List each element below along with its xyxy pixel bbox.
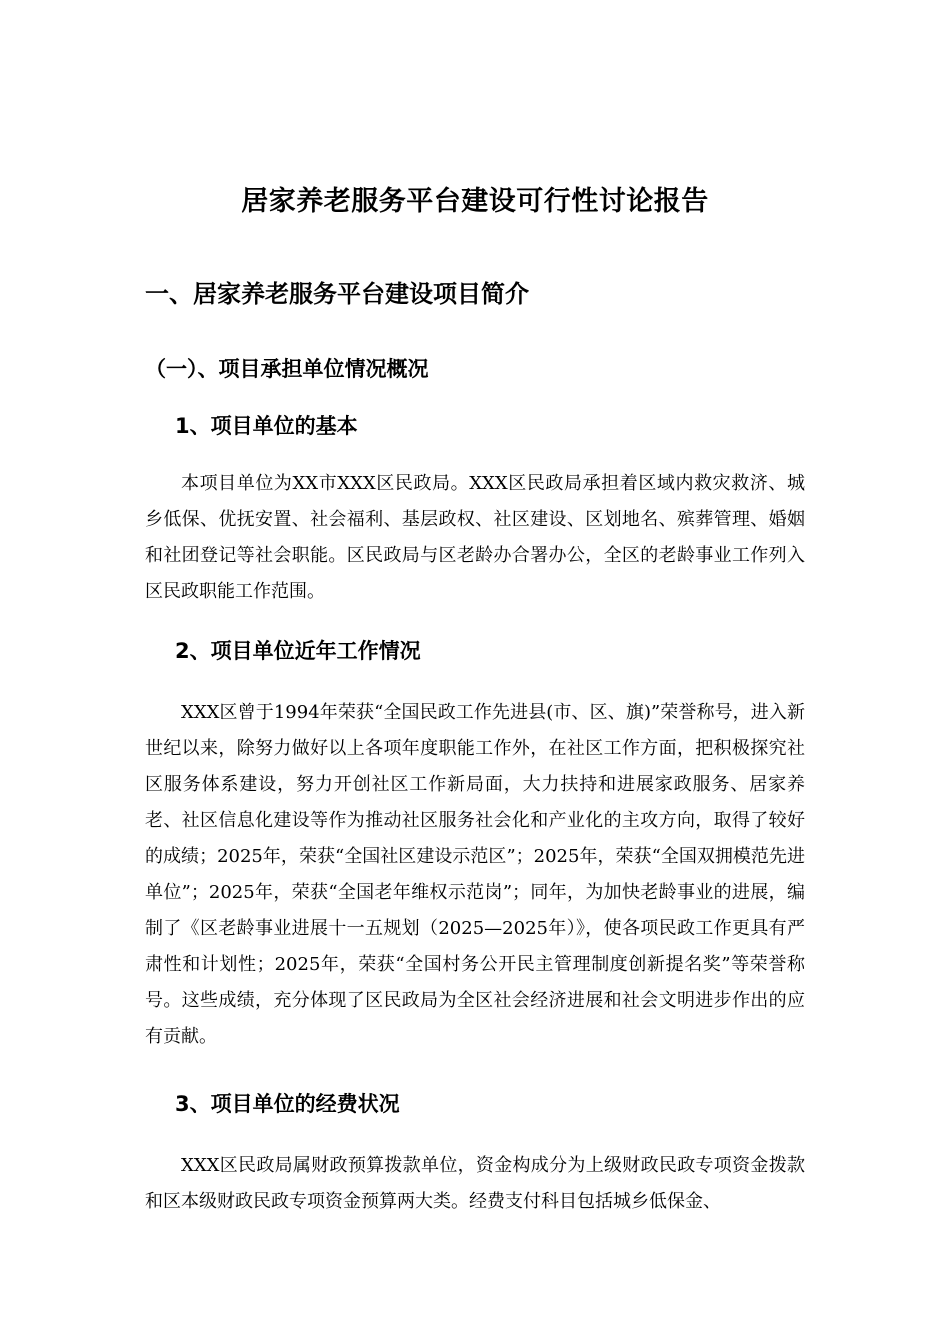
paragraph-1: 本项目单位为XX市XXX区民政局。XXX区民政局承担着区域内救灾救济、城乡低保、优抚安置、社会福利、基层政权、社区建设、区划地名、殡葬管理、婚姻和社团登记等社会职能。区民政局与区老龄办合署办公，全区的老龄事业工作列入区民政职能工作范围。 — [145, 473, 805, 602]
paragraph-3: XXX区民政局属财政预算拨款单位，资金构成分为上级财政民政专项资金拨款和区本级财政民政专项资金预算两大类。经费支付科目包括城乡低保金、 — [145, 1155, 805, 1212]
item-heading-2: 2、项目单位近年工作情况 — [175, 639, 421, 663]
section-heading-1: 一、居家养老服务平台建设项目简介 — [145, 280, 529, 308]
item-heading-1: 1、项目单位的基本 — [175, 414, 358, 438]
paragraph-2: XXX区曾于1994年荣获“全国民政工作先进县(市、区、旗)”荣誉称号，进入新世纪以来，除努力做好以上各项年度职能工作外，在社区工作方面，把积极探究社区服务体系建设，努力开创社区工作新局面，大力扶持和进展家政服务、居家养老、社区信息化建设等作为推动社区服务社会化和产业化的主攻方向，取得了较好的成绩；2025年，荣获“全国社区建设示范区”；2025年，荣获“全国双拥模范先进单位”；2025年，荣获“全国老年维权示范岗”；同年，为加快老龄事业的进展，编制了《区老龄事业进展十一五规划（2025—2025年）》，使各项民政工作更具有严肃性和计划性；2025年，荣获“全国村务公开民主管理制度创新提名奖”等荣誉称号。这些成绩，充分体现了区民政局为全区社会经济进展和社会文明进步作出的应有贡献。 — [145, 702, 805, 1047]
document-title: 居家养老服务平台建设可行性讨论报告 — [241, 186, 709, 217]
subsection-heading-1: （一）、项目承担单位情况概况 — [145, 357, 429, 381]
item-heading-3: 3、项目单位的经费状况 — [175, 1092, 400, 1116]
